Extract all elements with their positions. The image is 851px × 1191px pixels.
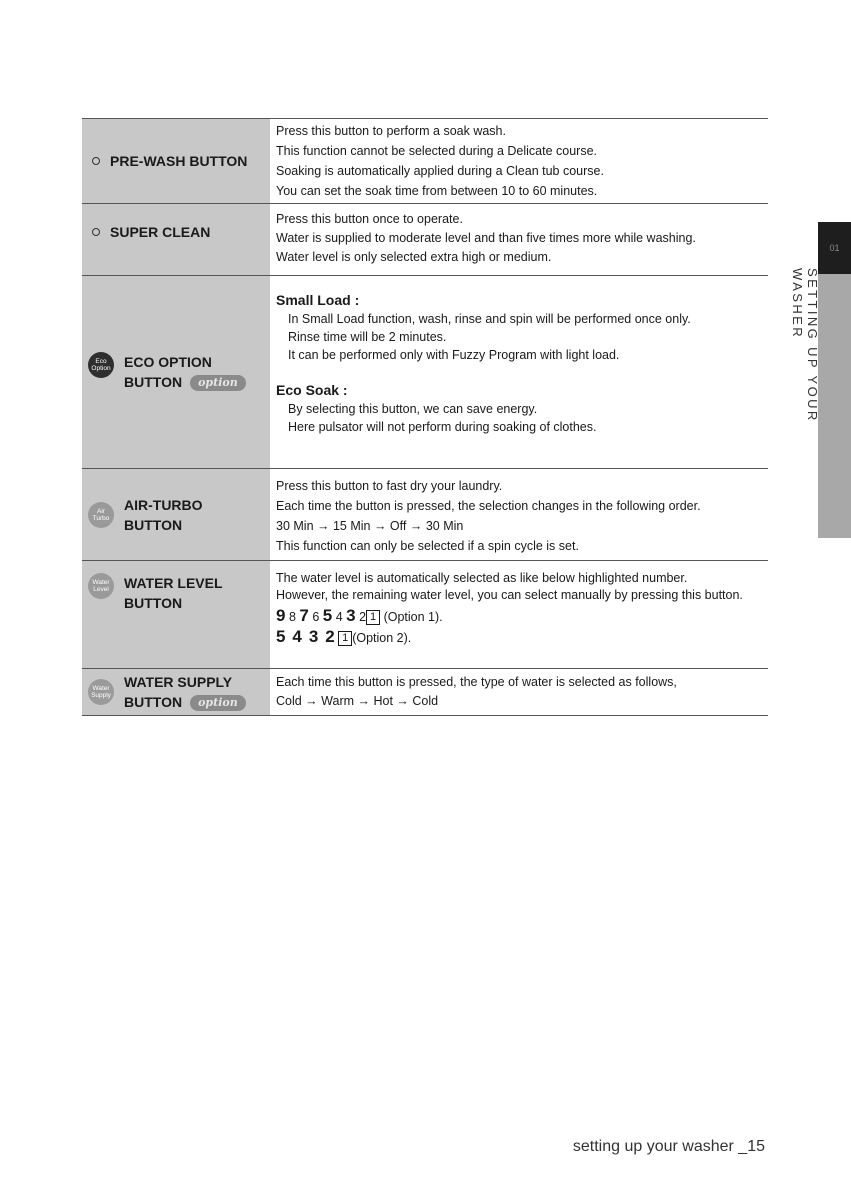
description-super-clean	[270, 204, 768, 275]
description-line: It can be performed only with Fuzzy Program with light load.	[288, 348, 620, 362]
description-water-level	[270, 561, 768, 668]
level-number: 8	[288, 610, 296, 624]
level-number: 9	[276, 606, 286, 625]
level-number-boxed: 1	[338, 631, 352, 646]
label-super-clean: SUPER CLEAN	[110, 224, 211, 240]
label-water-level: WATER LEVEL	[124, 575, 223, 591]
label-cell	[82, 469, 270, 560]
level-number: 4	[292, 627, 302, 646]
level-number: 2	[359, 610, 367, 624]
label-eco-option: ECO OPTION	[124, 354, 212, 370]
description-line: Each time this button is pressed, the type of water is selected as follows,	[276, 675, 677, 689]
level-number: 5	[276, 627, 286, 646]
description-eco-option	[270, 276, 768, 468]
description-line: Water is supplied to moderate level and than five times more while washing.	[276, 231, 696, 245]
bullet-icon	[92, 157, 100, 165]
description-pre-wash	[270, 119, 768, 203]
level-number: 7	[299, 606, 309, 625]
description-line: This function cannot be selected during a Delicate course.	[276, 144, 598, 158]
row-super-clean	[82, 204, 768, 276]
description-air-turbo	[270, 469, 768, 560]
description-line: Water level is only selected extra high or medium.	[276, 250, 552, 264]
section-number-tab: 01	[818, 222, 851, 274]
water-level-option-1	[276, 606, 768, 627]
description-line: This function can only be selected if a spin cycle is set.	[276, 539, 579, 553]
description-line: Each time the button is pressed, the selection changes in the following order.	[276, 499, 701, 513]
label-cell	[82, 669, 270, 715]
option-badge: option	[190, 695, 246, 711]
description-line: By selecting this button, we can save energy.	[288, 402, 538, 416]
option-badge: option	[190, 375, 246, 391]
water-level-icon: Water Level	[88, 573, 114, 599]
section-title-eco-soak: Eco Soak :	[276, 382, 348, 398]
label-button-word: BUTTON	[124, 694, 183, 710]
air-turbo-icon: Air Turbo	[88, 502, 114, 528]
level-number: 2	[325, 627, 335, 646]
label-water-supply-button	[124, 692, 246, 712]
description-line: Press this button once to operate.	[276, 212, 463, 226]
description-line: Cold → Warm → Hot → Cold	[276, 694, 439, 708]
water-supply-icon: Water Supply	[88, 679, 114, 705]
page-footer: setting up your washer _15	[572, 1138, 765, 1155]
level-number: 5	[322, 606, 333, 625]
label-air-turbo-button: BUTTON	[124, 516, 183, 533]
description-water-supply	[270, 669, 768, 715]
description-line: In Small Load function, wash, rinse and spin will be performed once only.	[288, 312, 691, 326]
description-line: Press this button to fast dry your laundry.	[276, 479, 503, 493]
row-water-supply	[82, 669, 768, 716]
option-label: (Option 1).	[383, 610, 443, 624]
label-pre-wash: PRE-WASH BUTTON	[110, 153, 248, 169]
level-number: 4	[335, 610, 343, 624]
label-eco-option-button	[124, 372, 246, 392]
row-water-level	[82, 561, 768, 669]
row-eco-option	[82, 276, 768, 469]
description-line: You can set the soak time from between 10 to 60 minutes.	[276, 184, 598, 198]
row-pre-wash	[82, 119, 768, 204]
section-eco-soak	[276, 400, 768, 436]
bullet-icon	[92, 228, 100, 236]
description-line: 30 Min → 15 Min → Off → 30 Min	[276, 519, 464, 533]
description-line: Soaking is automatically applied during a Clean tub course.	[276, 164, 604, 178]
row-air-turbo	[82, 469, 768, 561]
label-cell	[82, 204, 270, 275]
section-small-load	[276, 310, 768, 364]
label-air-turbo: AIR-TURBO	[124, 496, 203, 513]
option-label: (Option 2).	[352, 631, 412, 645]
level-number: 3	[346, 606, 356, 625]
label-water-supply: WATER SUPPLY	[124, 674, 233, 690]
eco-option-icon: Eco Option	[88, 352, 114, 378]
description-line: Press this button to perform a soak wash.	[276, 124, 506, 138]
button-description-table	[82, 118, 768, 716]
section-side-title: SETTING UP YOUR WASHER	[790, 268, 820, 423]
level-number: 3	[308, 627, 319, 646]
label-cell	[82, 276, 270, 468]
level-number: 6	[312, 610, 320, 624]
description-line: Rinse time will be 2 minutes.	[288, 330, 447, 344]
label-water-level-button: BUTTON	[124, 595, 183, 611]
section-title-small-load: Small Load :	[276, 292, 360, 308]
description-line: However, the remaining water level, you can select manually by pressing this button.	[276, 588, 743, 602]
label-cell	[82, 119, 270, 203]
label-cell	[82, 561, 270, 668]
water-level-option-2	[276, 627, 768, 648]
description-line: Here pulsator will not perform during soaking of clothes.	[288, 420, 597, 434]
description-line: The water level is automatically selected as like below highlighted number.	[276, 571, 688, 585]
label-button-word: BUTTON	[124, 374, 183, 390]
level-number-boxed: 1	[366, 610, 380, 625]
